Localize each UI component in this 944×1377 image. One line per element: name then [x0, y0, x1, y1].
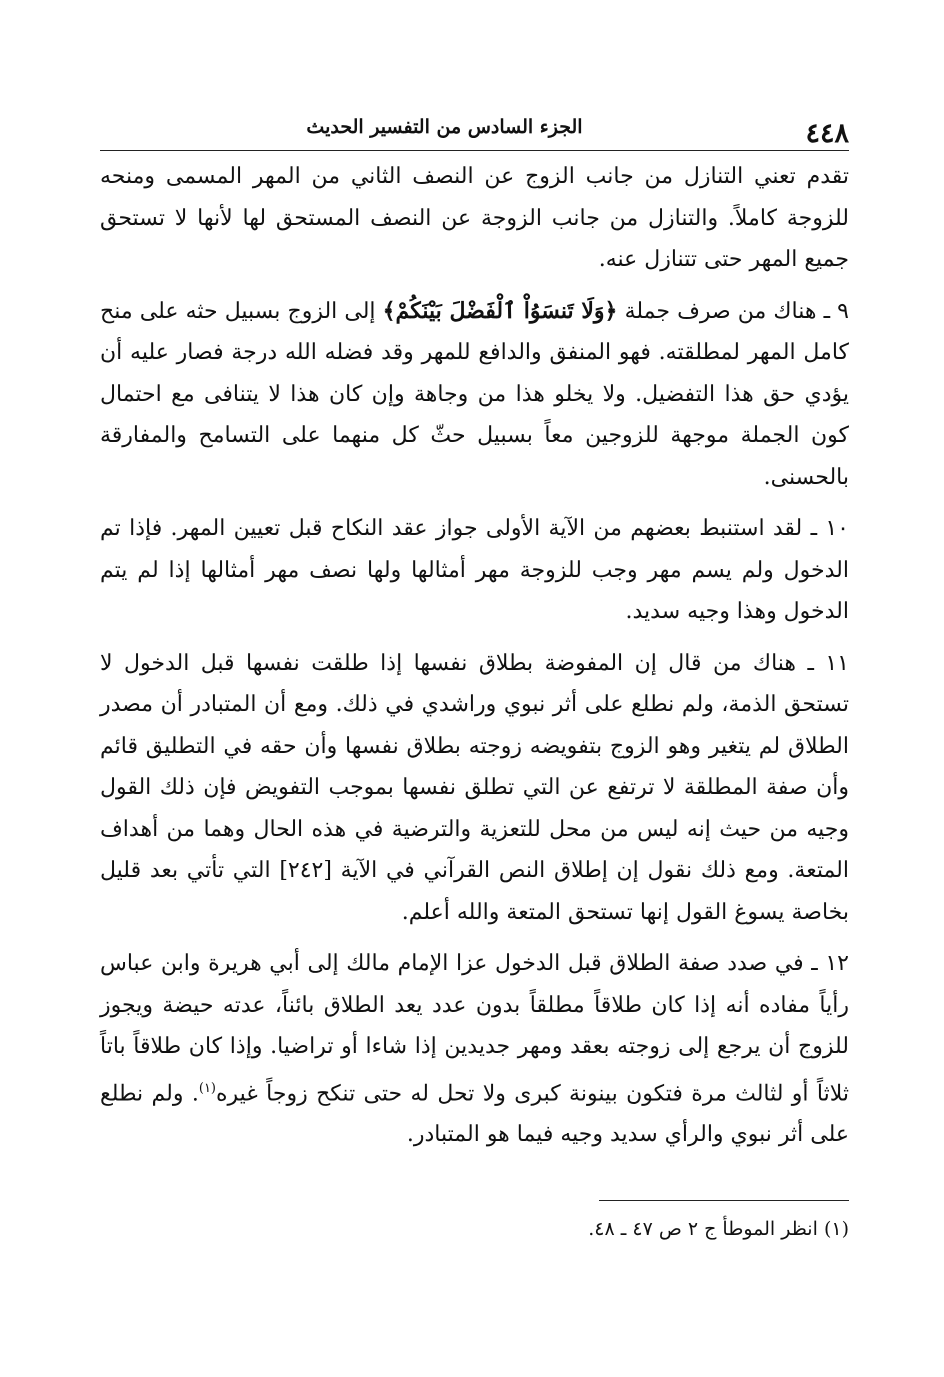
paragraph-12-tail: . ولم نطلع على أثر نبوي والرأي سديد وجيه فيما هو المتبادر.	[100, 1080, 849, 1148]
paragraph-10: ١٠ ـ لقد استنبط بعضهم من الآية الأولى جواز عقد النكاح قبل تعيين المهر. فإذا تم الدخول ولم يسم مهر وجب للزوجة مهر أمثالها ولها نصف مهر أمثالها إذا لم يتم الدخول وهذا وجيه سديد.	[100, 516, 849, 624]
paragraph-12-body: ١٢ ـ في صدد صفة الطلاق قبل الدخول عزا الإمام مالك إلى أبي هريرة وابن عباس رأياً مفاده أنه إذا كان طلاقاً مطلقاً بدون عدد يعد الطلاق بائناً، عدته حيضة ويجوز للزوج أن يرجع إلى زوجته بعقد ومهر جديدين إذا شاءا أو تراضيا. وإذا كان طلاقاً باتاً ثلاثاً أو لثالث مرة فتكون بينونة كبرى ولا تحل له حتى تنكح زوجاً غيره	[100, 951, 849, 1106]
paragraph-continuation: تقدم تعني التنازل من جانب الزوج عن النصف الثاني من المهر المسمى ومنحه للزوجة كاملاً. والتنازل من جانب الزوجة عن النصف المستحق لها لأنها لا تستحق جميع المهر حتى تتنازل عنه.	[100, 164, 849, 272]
paragraph-9-intro: ٩ ـ هناك من صرف جملة	[624, 298, 849, 324]
page-number: ٤٤٨	[805, 118, 849, 149]
footnote-text: انظر الموطأ ج ٢ ص ٤٧ ـ ٤٨.	[588, 1218, 818, 1240]
page-header	[100, 110, 849, 151]
paragraph-9-body: إلى الزوج بسبيل حثه على منح كامل المهر لمطلقته. فهو المنفق والدافع للمهر وقد فضله الله درجة فصار عليه أن يؤدي حق هذا التفضيل. ولا يخلو هذا من وجاهة وإن كان هذا لا يتنافى مع احتمال كون الجملة موجهة للزوجين معاً بسبيل حثّ كل منهما على التسامح والمفارقة بالحسنى.	[100, 298, 849, 490]
quran-quote: ﴿وَلَا تَنسَوُاْ ٱلْفَضْلَ بَيْنَكُمْ﴾	[382, 297, 618, 324]
running-title: الجزء السادس من التفسير الحديث	[306, 116, 583, 138]
footnote-divider	[599, 1200, 849, 1201]
footnote	[100, 1212, 849, 1246]
footnote-marker: (١)	[823, 1218, 849, 1240]
body-text	[100, 156, 849, 1166]
footnote-reference[interactable]: (١)	[198, 1080, 216, 1096]
paragraph-12	[100, 943, 849, 1156]
paragraph-9	[100, 291, 849, 499]
paragraph-11: ١١ ـ هناك من قال إن المفوضة بطلاق نفسها إذا طلقت نفسها قبل الدخول لا تستحق الذمة، ولم نطلع على أثر نبوي وراشدي في ذلك. ومع أن المتبادر أن مصدر الطلاق لم يتغير وهو الزوج بتفويضه زوجته بطلاق نفسها وأن حقه في التطليق قائم وأن صفة المطلقة لا ترتفع عن التي تطلق نفسها بموجب التفويض فإن ذلك القول وجيه من حيث إنه ليس من محل للتعزية والترضية في هذه الحال وهما من أهداف المتعة. ومع ذلك نقول إن إطلاق النص القرآني في الآية [٢٤٢] التي تأتي بعد قليل بخاصة يسوغ القول إنها تستحق المتعة والله أعلم.	[100, 650, 850, 925]
